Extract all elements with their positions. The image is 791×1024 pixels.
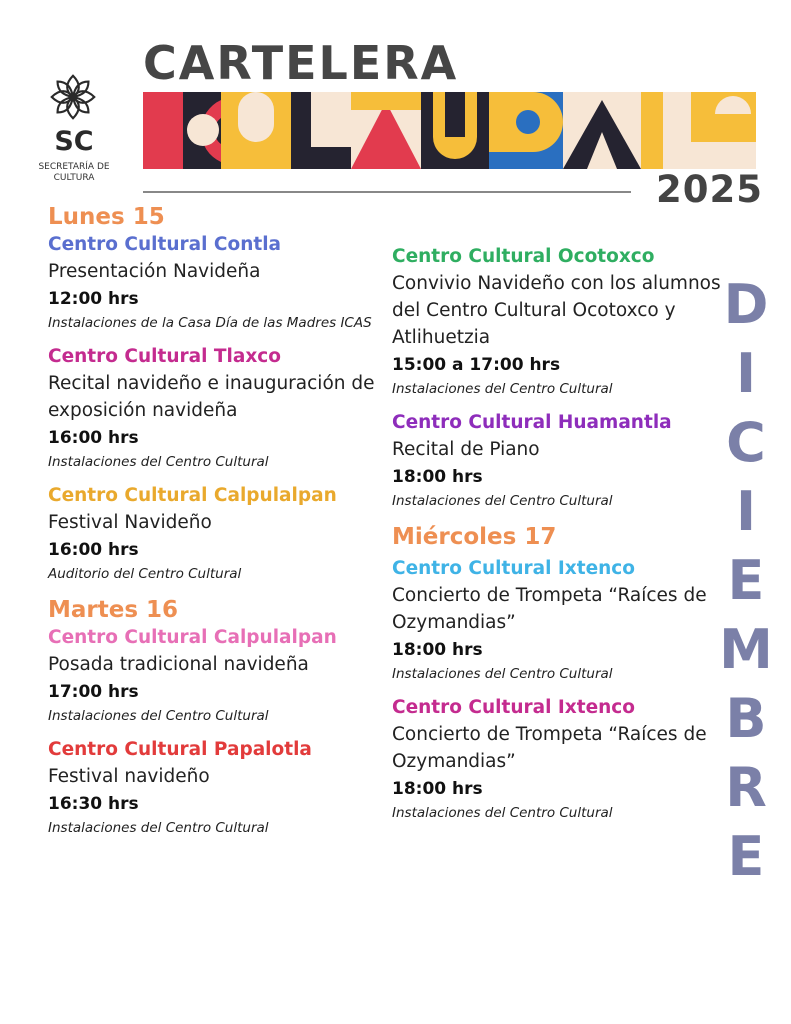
event-item xyxy=(392,556,722,685)
page-title: CARTELERA xyxy=(143,36,459,90)
event-description: Festival Navideño xyxy=(48,512,212,533)
event-description: Recital navideño e inauguración de exposición navideña xyxy=(48,373,375,421)
event-item xyxy=(48,625,378,727)
event-location: Instalaciones del Centro Cultural xyxy=(48,820,269,836)
schedule-right-column xyxy=(392,244,722,834)
month-letter: B xyxy=(725,687,767,750)
month-letter: E xyxy=(727,549,765,612)
month-letter: R xyxy=(725,756,767,819)
event-venue: Centro Cultural Papalotla xyxy=(48,739,312,760)
event-description: Posada tradicional navideña xyxy=(48,654,309,675)
event-description: Concierto de Trompeta “Raíces de Ozymandias” xyxy=(392,585,707,633)
event-venue: Centro Cultural Ixtenco xyxy=(392,558,635,579)
event-location: Instalaciones del Centro Cultural xyxy=(48,708,269,724)
event-description: Convivio Navideño con los alumnos del Centro Cultural Ocotoxco y Atlihuetzia xyxy=(392,273,721,348)
event-item xyxy=(48,232,378,334)
event-location: Instalaciones del Centro Cultural xyxy=(392,666,613,682)
month-letter: I xyxy=(735,342,757,405)
event-time: 16:00 hrs xyxy=(48,540,139,560)
schedule-left-column xyxy=(48,202,378,849)
event-time: 18:00 hrs xyxy=(392,779,483,799)
event-time: 18:00 hrs xyxy=(392,640,483,660)
event-venue: Centro Cultural Huamantla xyxy=(392,412,672,433)
event-item xyxy=(48,737,378,839)
event-description: Recital de Piano xyxy=(392,439,540,460)
month-vertical-label xyxy=(716,270,776,891)
event-location: Instalaciones del Centro Cultural xyxy=(392,805,613,821)
event-time: 15:00 a 17:00 hrs xyxy=(392,355,561,375)
event-location: Instalaciones del Centro Cultural xyxy=(392,493,613,509)
month-letter: E xyxy=(727,825,765,888)
cultural-banner xyxy=(143,92,756,169)
event-location: Instalaciones del Centro Cultural xyxy=(48,454,269,470)
event-location: Instalaciones del Centro Cultural xyxy=(392,381,613,397)
event-time: 18:00 hrs xyxy=(392,467,483,487)
day-heading: Martes 16 xyxy=(48,597,179,623)
year-label: 2025 xyxy=(656,168,763,211)
day-heading: Miércoles 17 xyxy=(392,524,557,550)
divider-line xyxy=(143,191,631,193)
day-heading: Lunes 15 xyxy=(48,204,165,230)
month-letter: I xyxy=(735,480,757,543)
event-description: Concierto de Trompeta “Raíces de Ozymandias” xyxy=(392,724,707,772)
month-letter: M xyxy=(719,618,773,681)
logo-initials: SC xyxy=(54,126,94,157)
event-description: Festival navideño xyxy=(48,766,210,787)
event-item xyxy=(392,410,722,512)
event-time: 16:30 hrs xyxy=(48,794,139,814)
event-location: Auditorio del Centro Cultural xyxy=(48,566,242,582)
event-item xyxy=(48,344,378,473)
event-time: 12:00 hrs xyxy=(48,289,139,309)
flower-logo-icon xyxy=(44,68,102,126)
event-venue: Centro Cultural Calpulalpan xyxy=(48,485,337,506)
event-venue: Centro Cultural Ixtenco xyxy=(392,697,635,718)
event-item xyxy=(48,483,378,585)
event-venue: Centro Cultural Tlaxco xyxy=(48,346,281,367)
month-letter: C xyxy=(726,411,766,474)
event-description: Presentación Navideña xyxy=(48,261,261,282)
event-venue: Centro Cultural Calpulalpan xyxy=(48,627,337,648)
event-item xyxy=(392,244,722,400)
event-venue: Centro Cultural Contla xyxy=(48,234,282,255)
logo-subtitle: SECRETARÍA DE CULTURA xyxy=(38,162,110,183)
event-location: Instalaciones de la Casa Día de las Madres ICAS xyxy=(48,315,372,331)
event-venue: Centro Cultural Ocotoxco xyxy=(392,246,655,267)
event-time: 16:00 hrs xyxy=(48,428,139,448)
event-time: 17:00 hrs xyxy=(48,682,139,702)
event-item xyxy=(392,695,722,824)
month-letter: D xyxy=(723,273,769,336)
